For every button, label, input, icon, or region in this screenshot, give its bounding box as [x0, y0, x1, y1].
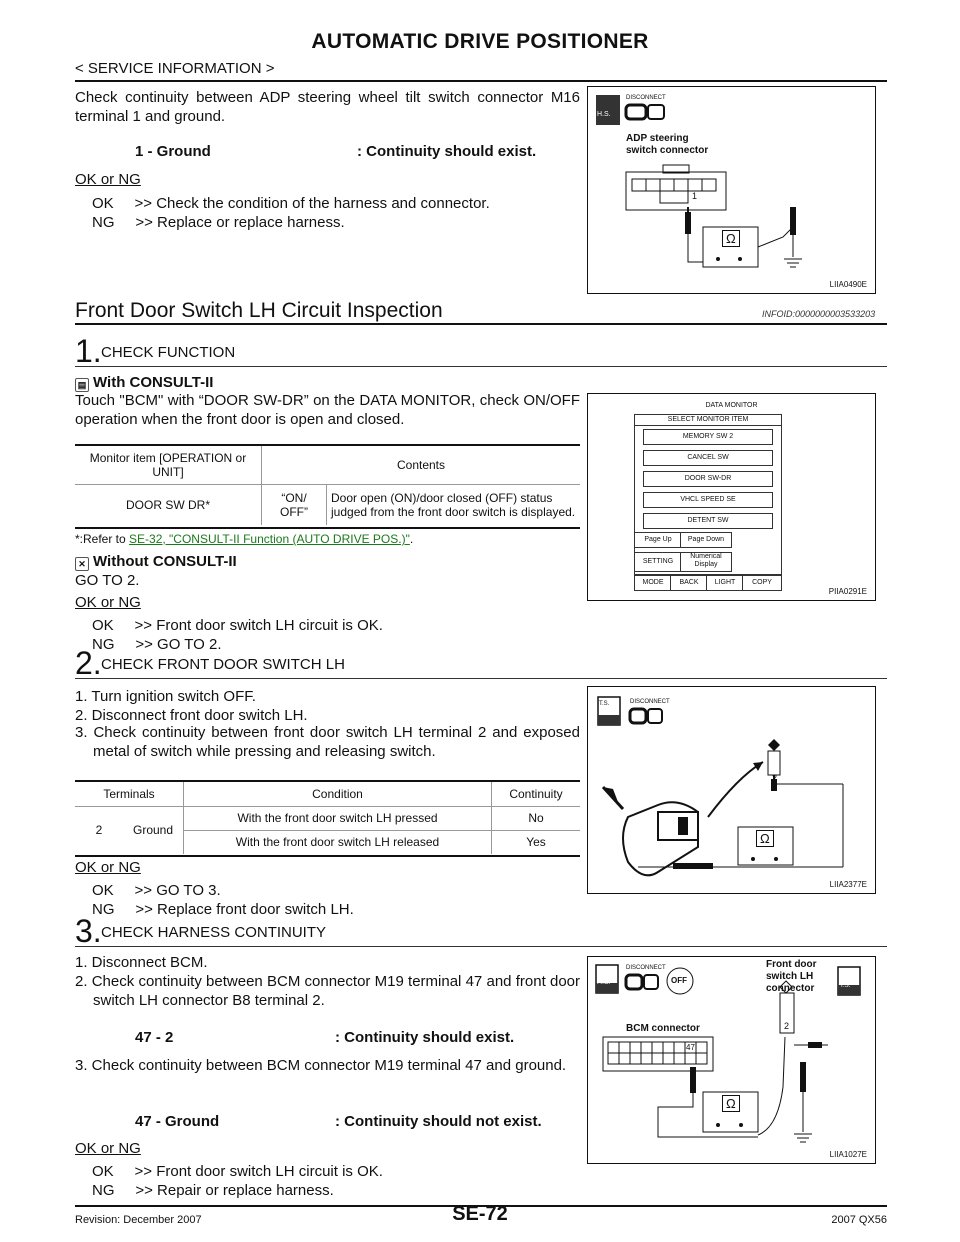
bcm-connector-label: BCM connector: [626, 1023, 700, 1034]
table1-item: DOOR SW DR*: [75, 484, 262, 525]
table2-header-terminals: Terminals: [75, 782, 184, 806]
table2-condition-pressed: With the front door switch LH pressed: [184, 806, 492, 830]
without-consult-label: Without CONSULT-II: [93, 553, 237, 570]
dm-title: DATA MONITOR: [705, 402, 758, 409]
door-switch-diagram: [588, 687, 875, 893]
no-consult-icon: ✕: [75, 557, 89, 571]
step-2-item-3: 3. Check continuity between front door switch LH terminal 2 and exposed metal of switch while pressing and releasing switch.: [75, 724, 580, 760]
monitor-table: [75, 446, 580, 525]
dm-select[interactable]: SELECT MONITOR ITEM: [634, 414, 782, 426]
page-number: SE-72: [452, 1203, 508, 1225]
table1-bottom-rule: [75, 527, 580, 529]
table1-description: Door open (ON)/door closed (OFF) status judged from the front door switch is displayed.: [331, 490, 576, 519]
spec2-left: 47 - Ground: [135, 1113, 220, 1130]
page-title: AUTOMATIC DRIVE POSITIONER: [311, 30, 649, 53]
hs-icon: H.S.: [597, 979, 611, 986]
dm-item-2[interactable]: CANCEL SW: [643, 450, 773, 466]
figure-adp-connector: [587, 86, 876, 294]
info-id: INFOID:0000000003533203: [762, 309, 876, 319]
step-2-title: CHECK FRONT DOOR SWITCH LH: [101, 656, 345, 673]
ohmmeter-icon: Ω: [756, 830, 774, 847]
step-3-item-1: 1. Disconnect BCM.: [75, 954, 208, 971]
front-door-label-3: connector: [766, 983, 815, 994]
figure-data-monitor: [587, 393, 876, 601]
disconnect-label: DISCONNECT: [630, 699, 670, 705]
intro-text: Check continuity between ADP steering wheel tilt switch connector M16 terminal 1 and ground.: [75, 89, 580, 125]
table2-bottom-rule: [75, 855, 580, 857]
step-3-ok: OK >> Front door switch LH circuit is OK.: [92, 1163, 383, 1180]
spec-right: : Continuity should exist.: [357, 143, 537, 160]
dm-item-4[interactable]: VHCL SPEED SE: [643, 492, 773, 508]
fig1-label-2: switch connector: [626, 145, 709, 156]
table2-result-released: Yes: [526, 835, 546, 850]
ts-icon: T.S.: [840, 983, 851, 989]
pin-2-label: 2: [784, 1021, 790, 1031]
dm-item-3[interactable]: DOOR SW-DR: [643, 471, 773, 487]
table2-header-continuity: Continuity: [509, 786, 563, 801]
ok-ng-label: OK or NG: [75, 171, 141, 188]
fig1-label-1: ADP steering: [626, 133, 689, 144]
pin-label: 2: [772, 773, 778, 783]
table2-header-condition: Condition: [184, 782, 492, 806]
section-title: Front Door Switch LH Circuit Inspection: [75, 299, 443, 322]
step-1-rule: [75, 366, 887, 367]
table1-header-contents: Contents: [396, 457, 446, 472]
step-1-number: 1.: [75, 333, 102, 369]
section-rule: [75, 323, 887, 325]
note-prefix: *:Refer to: [75, 532, 130, 546]
step-3-number: 3.: [75, 913, 102, 949]
step-1-text: Touch "BCM" with “DOOR SW-DR” on the DATA MONITOR, check ON/OFF operation when the front door is open and closed.: [75, 392, 580, 428]
dm-item-5[interactable]: DETENT SW: [643, 513, 773, 529]
step-1-title: CHECK FUNCTION: [101, 344, 236, 361]
step-2-item-1: 1. Turn ignition switch OFF.: [75, 688, 256, 705]
step-2-rule: [75, 678, 887, 679]
dm-setting[interactable]: SETTING: [634, 552, 682, 572]
ignition-off-icon: OFF: [671, 976, 687, 985]
dm-page-up[interactable]: Page Up: [634, 532, 682, 548]
table1-value: “ON/ OFF”: [262, 484, 327, 525]
step-1-ok-ng: OK or NG: [75, 594, 141, 611]
step-3-ng: NG >> Repair or replace harness.: [92, 1182, 334, 1199]
bcm-harness-diagram: [588, 957, 875, 1163]
table2-result-pressed: No: [528, 811, 544, 825]
front-door-label-1: Front door: [766, 959, 817, 970]
step-2-item-2: 2. Disconnect front door switch LH.: [75, 707, 308, 724]
figure-bcm-harness: [587, 956, 876, 1164]
dm-page-down[interactable]: Page Down: [680, 532, 732, 548]
ts-icon: T.S.: [599, 701, 610, 707]
ohmmeter-icon: Ω: [722, 1095, 740, 1112]
dm-back[interactable]: BACK: [670, 575, 708, 591]
ohmmeter-icon: Ω: [722, 230, 740, 247]
dm-item-1[interactable]: MEMORY SW 2: [643, 429, 773, 445]
figure-door-switch: [587, 686, 876, 894]
spec1-right: : Continuity should exist.: [335, 1029, 515, 1046]
dm-copy[interactable]: COPY: [742, 575, 782, 591]
continuity-table: [75, 782, 580, 854]
step-1-ng: NG >> GO TO 2.: [92, 636, 222, 653]
step-3-item-2: 2. Check continuity between BCM connector M19 terminal 47 and front door switch LH connector B8 terminal 2.: [75, 973, 580, 1009]
figure-id: LIIA0490E: [829, 280, 867, 289]
table1-header-item: Monitor item [OPERATION or UNIT]: [75, 446, 262, 484]
ng-result: NG >> Replace or replace harness.: [92, 214, 345, 231]
table2-condition-released: With the front door switch LH released: [184, 830, 492, 854]
disconnect-label: DISCONNECT: [626, 95, 666, 101]
figure-id: LIIA1027E: [829, 1150, 867, 1159]
with-consult-label: With CONSULT-II: [93, 374, 214, 391]
model-year: 2007 QX56: [831, 1214, 887, 1226]
step-2-ng: NG >> Replace front door switch LH.: [92, 901, 354, 918]
dm-mode[interactable]: MODE: [634, 575, 672, 591]
without-consult: [75, 552, 237, 571]
step-1-goto: GO TO 2.: [75, 572, 140, 589]
ok-result: OK >> Check the condition of the harness and connector.: [92, 195, 490, 212]
step-3-title: CHECK HARNESS CONTINUITY: [101, 924, 327, 941]
step-2-ok: OK >> GO TO 3.: [92, 882, 221, 899]
with-consult: [75, 373, 213, 392]
step-2-number: 2.: [75, 645, 102, 681]
consult-icon: ▤: [75, 378, 89, 392]
step-1-ok: OK >> Front door switch LH circuit is OK.: [92, 617, 383, 634]
table1-note: [75, 532, 413, 546]
dm-numerical[interactable]: Numerical Display: [680, 552, 732, 572]
disconnect-label: DISCONNECT: [626, 965, 666, 971]
header-rule: [75, 80, 887, 82]
dm-light[interactable]: LIGHT: [706, 575, 744, 591]
consult-function-link[interactable]: SE-32, "CONSULT-II Function (AUTO DRIVE POS.)": [129, 532, 410, 546]
step-2-ok-ng: OK or NG: [75, 859, 141, 876]
figure-id: LIIA2377E: [829, 880, 867, 889]
step-3-rule: [75, 946, 887, 947]
table2-terminal: 2: [95, 823, 103, 838]
front-door-label-2: switch LH: [766, 971, 814, 982]
section-breadcrumb: < SERVICE INFORMATION >: [75, 60, 275, 77]
spec-left: 1 - Ground: [135, 143, 211, 160]
pin-label: 1: [692, 191, 698, 201]
revision-date: Revision: December 2007: [75, 1214, 202, 1226]
step-3-item-3: 3. Check continuity between BCM connector M19 terminal 47 and ground.: [75, 1057, 567, 1074]
connector-diagram: [588, 87, 875, 293]
step-3-ok-ng: OK or NG: [75, 1140, 141, 1157]
figure-id: PIIA0291E: [828, 587, 867, 596]
note-suffix: .: [409, 532, 414, 546]
spec1-left: 47 - 2: [135, 1029, 174, 1046]
table2-ground: Ground: [123, 806, 184, 854]
pin-47-label: 47: [686, 1043, 695, 1052]
spec2-right: : Continuity should not exist.: [335, 1113, 542, 1130]
hs-icon: H.S.: [597, 111, 611, 118]
